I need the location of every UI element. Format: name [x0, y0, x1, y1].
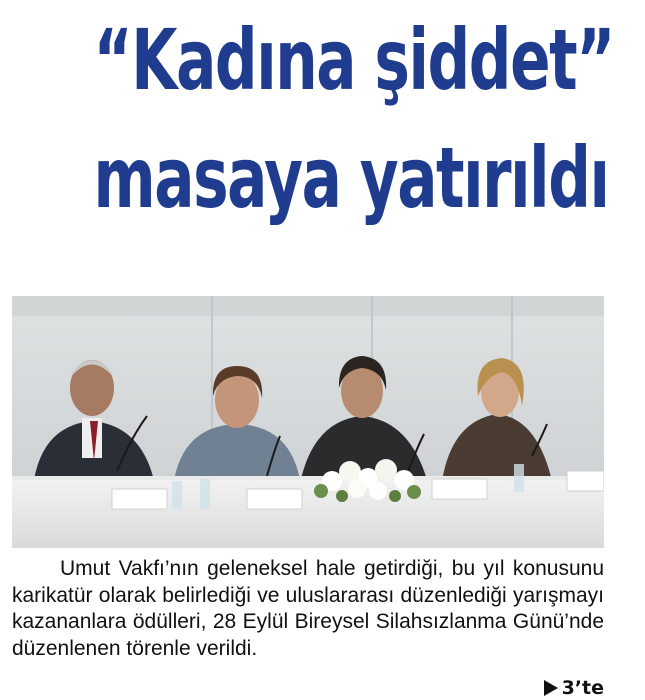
- headline-line-1: “Kadına şiddet”: [93, 11, 614, 109]
- continued-page-label: 3’te: [561, 677, 604, 699]
- press-conference-photo: [12, 296, 604, 548]
- headline: [0, 11, 645, 236]
- triangle-right-icon: [544, 680, 558, 696]
- article-body: Umut Vakfı’nın geleneksel hale getirdiği, bu yıl konusunu karikatür olarak belirlediği ve uluslararası düzenlediği yarışmayı kazananlara ödülleri, 28 Eylül Bireysel Silahsızlanma Günü’nde düzenlenen törenle verildi.: [12, 557, 604, 660]
- news-photo: [12, 296, 604, 548]
- continued-on-page-link[interactable]: [544, 677, 604, 699]
- headline-line-2: masaya yatırıldı: [93, 129, 609, 227]
